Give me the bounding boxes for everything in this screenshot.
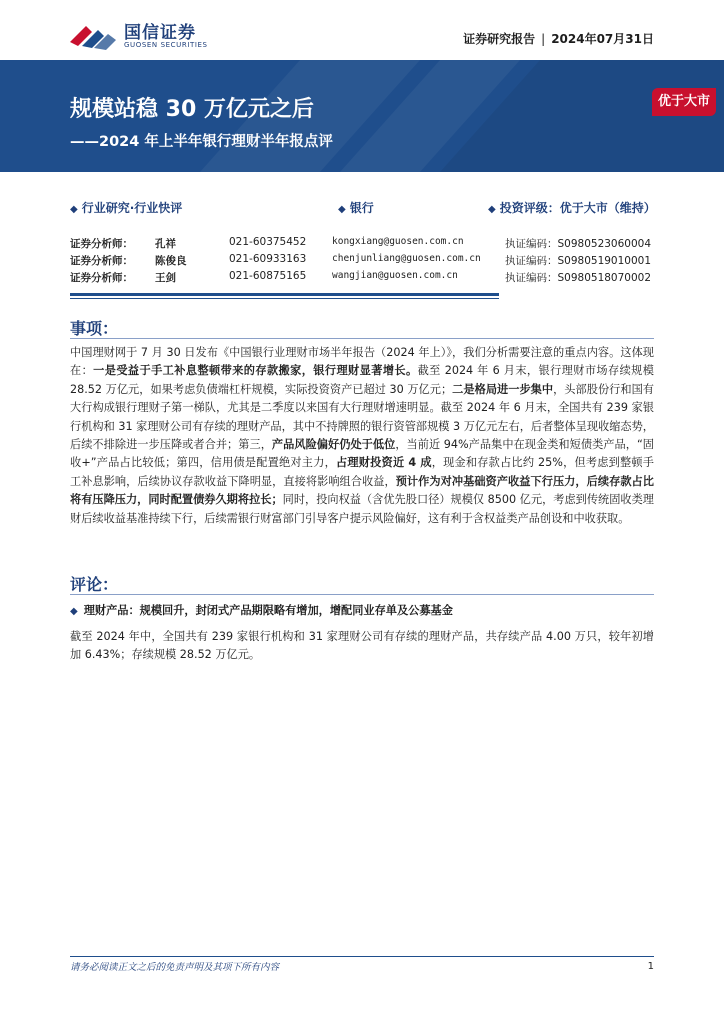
analyst-label: 证券分析师：: [70, 255, 133, 267]
analyst-phone: 021-60933163: [229, 253, 307, 265]
analyst-label: 证券分析师：: [70, 238, 133, 250]
analyst-cert: 执证编码：S0980519010001: [505, 255, 652, 267]
bullet-heading: [70, 602, 453, 618]
investment-rating: [488, 199, 656, 216]
diamond-icon: ◆: [338, 204, 346, 215]
analyst-cert: 执证编码：S0980523060004: [505, 238, 652, 250]
section-heading-matters: 事项：: [70, 319, 119, 338]
divider: [70, 594, 654, 595]
report-date: 2024年07月31日: [551, 32, 654, 46]
analyst-phone: 021-60375452: [229, 236, 307, 248]
bold-run: 二是格局进一步集中: [452, 382, 554, 396]
divider: [70, 338, 654, 339]
report-type: 证券研究报告: [463, 32, 536, 46]
analyst-name: 孔祥: [155, 238, 176, 250]
analyst-name: 陈俊良: [155, 255, 187, 267]
analyst-cert: 执证编码：S0980518070002: [505, 272, 652, 284]
comments-paragraph: 截至 2024 年中，全国共有 239 家银行机构和 31 家理财公司有存续的理财产品，共存续产品 4.00 万只，较年初增加 6.43%；存续规模 28.52 万亿元。: [70, 630, 654, 662]
analyst-email[interactable]: chenjunliang@guosen.com.cn: [332, 253, 481, 264]
brand-name-en: GUOSEN SECURITIES: [124, 41, 208, 49]
investment-rating-text: 投资评级：优于大市（维持）: [499, 201, 656, 215]
text-run: ，当前近 94%产品集中在现金类和短债类产品，“固收+”产品占比较低；第四，信用债是配置绝对主力，: [70, 438, 654, 470]
section-heading-comments: 评论：: [70, 575, 119, 594]
text-run: 截至 2024 年 6 月末，银行理财市场存续规模 28.52 万亿元，如果考虑负债端杠杆规模，实际投资资产已超过 30 万亿元；: [70, 364, 654, 396]
divider: [70, 293, 499, 296]
bold-run: 预计作为对冲基础资产收益下行压力，后续存款占比将有压降压力，同时配置债券久期将拉长；: [70, 474, 654, 507]
matters-paragraph: [70, 344, 654, 528]
text-run: ，头部股份行和国有大行构成银行理财子第一梯队，尤其是二季度以来国有大行理财增速明显。截至 2024 年 6 月末，全国共有 239 家银行机构和 31 家理财公司有存续的理财产品，其中不持牌照的银行资管部规模 3 万亿元左右，后者整体呈现收缩态势，后续不排除进一步压降或者合并；第三，: [70, 382, 654, 452]
industry-text: 银行: [349, 201, 374, 215]
divider: [70, 298, 499, 299]
diamond-icon: ◆: [70, 204, 78, 215]
analyst-label: 证券分析师：: [70, 272, 133, 284]
analyst-row: [70, 270, 660, 286]
text-run: 同时，投向权益（含优先股口径）规模仅 8500 亿元，考虑到传统固收类理财后续收益基准持续下行，后续需银行财富部门引导客户提示风险偏好，这有利于含权益类产品创设和中收获取。: [70, 493, 654, 525]
diamond-icon: ◆: [488, 204, 496, 215]
category-text: 行业研究·行业快评: [81, 201, 183, 215]
bold-run: 占理财投资近 4 成: [335, 456, 432, 470]
report-title: 规模站稳 30 万亿元之后: [70, 97, 314, 122]
analyst-name: 王剑: [155, 272, 176, 284]
industry-label: [338, 199, 374, 216]
category-label: [70, 199, 182, 216]
bullet-heading-text: 理财产品：规模回升，封闭式产品期限略有增加，增配同业存单及公募基金: [83, 604, 453, 617]
report-subtitle: ——2024 年上半年银行理财半年报点评: [70, 134, 333, 150]
bold-run: 产品风险偏好仍处于低位: [271, 438, 396, 452]
analyst-email[interactable]: kongxiang@guosen.com.cn: [332, 236, 464, 247]
brand-name-cn: 国信证券: [124, 23, 196, 43]
analyst-row: [70, 236, 660, 252]
rating-badge: 优于大市: [652, 88, 716, 116]
analyst-row: [70, 253, 660, 269]
analyst-email[interactable]: wangjian@guosen.com.cn: [332, 270, 458, 281]
footer-disclaimer: 请务必阅读正文之后的免责声明及其项下所有内容: [70, 962, 280, 973]
header-separator: |: [541, 32, 546, 46]
page-number: 1: [647, 961, 654, 972]
analyst-phone: 021-60875165: [229, 270, 307, 282]
footer-divider: [70, 956, 654, 957]
text-run: ，现金和存款占比约 25%，但考虑到整顿手工补息影响，后续协议存款收益下降明显，直接将影响组合收益，: [70, 456, 654, 488]
text-run: 中国理财网于 7 月 30 日发布《中国银行业理财市场半年报告（2024 年上）》，我们分析需要注意的重点内容。这体现在：: [70, 346, 654, 378]
report-meta: [463, 30, 654, 47]
diamond-icon: ◆: [70, 606, 78, 617]
guosen-logo-icon: [68, 20, 118, 54]
bold-run: 一是受益于手工补息整顿带来的存款搬家，银行理财显著增长。: [93, 364, 418, 378]
